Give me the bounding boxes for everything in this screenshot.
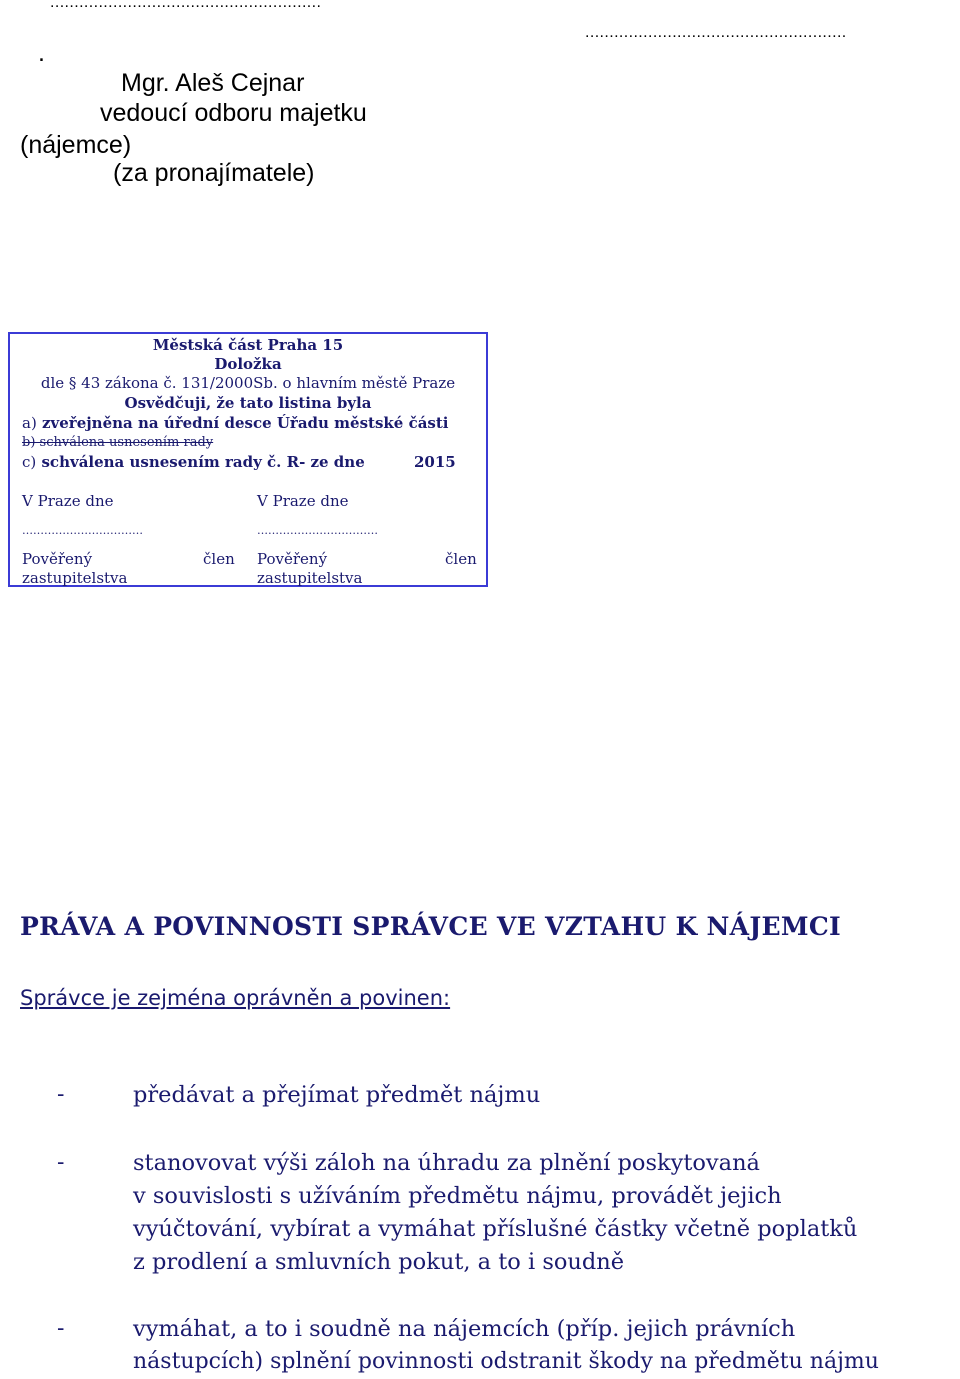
clause-title: Doložka [214,355,282,373]
left-place-date: V Praze dne [22,492,114,510]
clause-item-a-letter: a) [22,414,37,432]
clause-item-c: schválena usnesením rady č. R- ze dne [36,453,365,471]
clause-certification: Osvědčuji, že tato listina byla [124,394,372,412]
signatory-name: Mgr. Aleš Cejnar [121,69,305,97]
clause-item-a: zveřejněna na úřední desce Úřadu městské části [36,414,449,432]
clause-item-b: b) schválena usnesením rady [22,435,214,450]
clause-year: 2015 [414,453,456,471]
right-place-date: V Praze dne [257,492,349,510]
right-signature-dots: ...................................................... [585,24,847,41]
item-1-dash: - [57,1082,65,1107]
right-role-word3: zastupitelstva [257,569,363,587]
section-heading: PRÁVA A POVINNOSTI SPRÁVCE VE VZTAHU K NÁJEMCI [20,912,842,941]
item-2-line-3: vyúčtování, vybírat a vymáhat příslušné částky včetně poplatků [133,1216,858,1242]
tenant-label: (nájemce) [20,131,132,159]
item-1-line-1: předávat a přejímat předmět nájmu [133,1082,541,1108]
item-3-line-2: nástupcích) splnění povinnosti odstranit škody na předmětu nájmu [133,1349,879,1374]
left-signature-period: . [38,39,45,67]
right-role-word1: Pověřený [257,550,328,568]
left-role-word3: zastupitelstva [22,569,128,587]
clause-authority: Městská část Praha 15 [152,336,344,354]
signatory-position: vedoucí odboru majetku [100,99,367,127]
landlord-label: (za pronajímatele) [113,159,315,187]
clause-legal-basis: dle § 43 zákona č. 131/2000Sb. o hlavním městě Praze [40,374,456,392]
clause-item-c-letter: c) [22,453,37,471]
section-subheading: Správce je zejména oprávněn a povinen: [20,986,451,1010]
item-3-dash: - [57,1316,65,1341]
left-role-word1: Pověřený [22,550,93,568]
right-role-word2: člen [445,550,477,568]
item-2-dash: - [57,1150,65,1175]
item-2-line-4: z prodlení a smluvních pokut, a to i soudně [133,1249,625,1275]
clause-box [8,332,488,587]
left-signature-dots: ........................................................ [50,0,322,11]
left-role-word2: člen [203,550,235,568]
item-2-line-1: stanovovat výši záloh na úhradu za plnění poskytovaná [133,1150,760,1176]
left-signature-line: …………………………… [22,524,143,537]
item-3-line-1: vymáhat, a to i soudně na nájemcích (příp. jejich právních [133,1316,796,1342]
item-2-line-2: v souvislosti s užíváním předmětu nájmu, provádět jejich [133,1183,782,1209]
right-signature-line: …………………………… [257,524,378,537]
